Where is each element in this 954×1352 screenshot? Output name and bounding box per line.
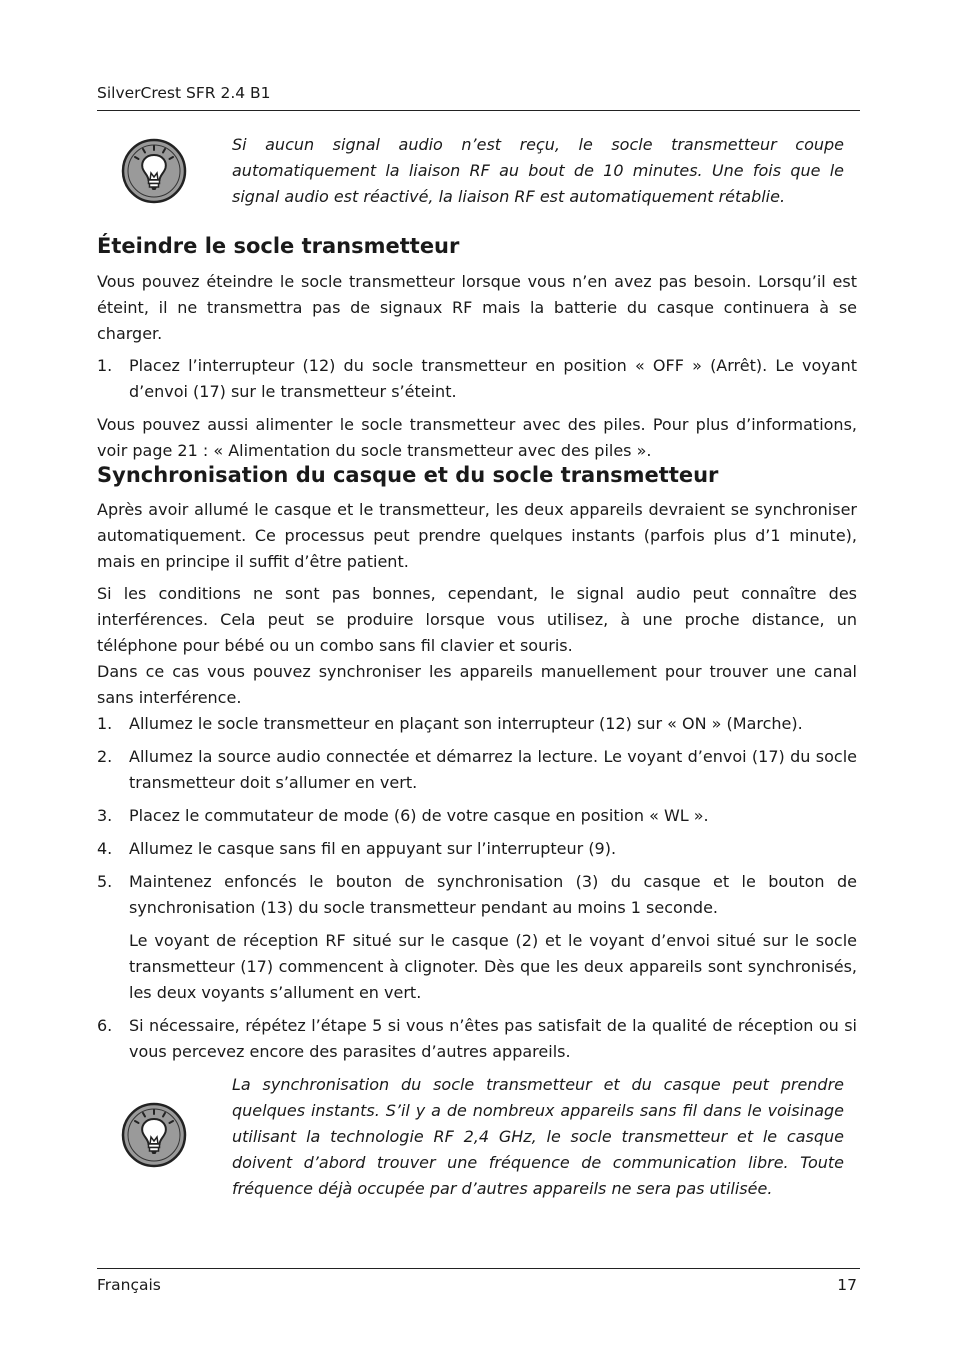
list-item	[97, 836, 857, 862]
paragraph: Dans ce cas vous pouvez synchroniser les appareils manuellement pour trouver une canal sans interférence.	[97, 662, 857, 707]
list-text: Allumez le socle transmetteur en plaçant son interrupteur (12) sur « ON » (Marche).	[129, 714, 803, 733]
tip-note-1	[97, 136, 860, 216]
lightbulb-icon	[121, 1102, 187, 1168]
list-text: Placez l’interrupteur (12) du socle transmetteur en position « OFF » (Arrêt). Le voyant d’envoi (17) sur le transmetteur s’éteint.	[129, 356, 857, 401]
paragraph: Vous pouvez aussi alimenter le socle transmetteur avec des piles. Pour plus d’informations, voir page 21 : « Alimentation du socle transmetteur avec des piles ».	[97, 415, 857, 460]
footer-language: Français	[97, 1276, 161, 1294]
list-text: Allumez le casque sans fil en appuyant sur l’interrupteur (9).	[129, 839, 617, 858]
list-text: Si nécessaire, répétez l’étape 5 si vous n’êtes pas satisfait de la qualité de réception ou si vous percevez encore des parasites d’autres appareils.	[129, 1016, 857, 1061]
list-item	[97, 869, 857, 921]
list-item	[97, 711, 857, 737]
list-number: 6.	[97, 1016, 113, 1035]
list-number: 1.	[97, 714, 113, 733]
list-item-continuation	[97, 928, 857, 1006]
page-number: 17	[837, 1276, 857, 1294]
list-number: 5.	[97, 872, 113, 891]
paragraph: Vous pouvez éteindre le socle transmetteur lorsque vous n’en avez pas besoin. Lorsqu’il est éteint, il ne transmettra pas de signaux RF mais la batterie du casque continuera à se charger.	[97, 272, 857, 343]
header-title: SilverCrest SFR 2.4 B1	[97, 84, 271, 102]
tip-text: Si aucun signal audio n’est reçu, le socle transmetteur coupe automatiquement la liaison RF au bout de 10 minutes. Une fois que le signal audio est réactivé, la liaison RF est automatiquement rétablie.	[232, 135, 844, 206]
list-item	[97, 1013, 857, 1065]
section-heading: Éteindre le socle transmetteur	[97, 234, 460, 258]
section-heading: Synchronisation du casque et du socle transmetteur	[97, 463, 719, 487]
section-synchronisation	[97, 460, 857, 1065]
list-text: Allumez la source audio connectée et démarrez la lecture. Le voyant d’envoi (17) du socle transmetteur doit s’allumer en vert.	[129, 747, 857, 792]
list-text: Le voyant de réception RF situé sur le casque (2) et le voyant d’envoi situé sur le socle transmetteur (17) commencent à clignoter. Dès que les deux appareils sont synchronisés, les deux voyants s’allument en vert.	[129, 931, 857, 1002]
list-item	[97, 803, 857, 829]
list-number: 1.	[97, 356, 113, 375]
list-text: Maintenez enfoncés le bouton de synchronisation (3) du casque et le bouton de synchronisation (13) du socle transmetteur pendant au moins 1 seconde.	[129, 872, 857, 917]
lightbulb-icon	[121, 138, 187, 204]
paragraph: Après avoir allumé le casque et le transmetteur, les deux appareils devraient se synchroniser automatiquement. Ce processus peut prendre quelques instants (parfois plus d’1 minute), mais en principe il suffit d’être patient.	[97, 500, 857, 571]
list-text: Placez le commutateur de mode (6) de votre casque en position « WL ».	[129, 806, 709, 825]
list-number: 3.	[97, 806, 113, 825]
tip-text: La synchronisation du socle transmetteur et du casque peut prendre quelques instants. S’il y a de nombreux appareils sans fil dans le voisinage utilisant la technologie RF 2,4 GHz, le socle transmetteur et le casque doivent d’abord trouver une fréquence de communication libre. Toute fréquence déjà occupée par d’autres appareils ne sera pas utilisée.	[232, 1075, 844, 1198]
list-number: 2.	[97, 747, 113, 766]
list-item	[97, 744, 857, 796]
page-header	[97, 84, 860, 111]
page-footer	[97, 1268, 860, 1294]
section-switch-off	[97, 231, 857, 464]
list-item	[97, 353, 857, 405]
paragraph: Si les conditions ne sont pas bonnes, cependant, le signal audio peut connaître des interférences. Cela peut se produire lorsque vous utilisez, à une proche distance, un téléphone pour bébé ou un combo sans fil clavier et souris.	[97, 584, 857, 655]
tip-note-2	[97, 1076, 860, 1206]
list-number: 4.	[97, 839, 113, 858]
